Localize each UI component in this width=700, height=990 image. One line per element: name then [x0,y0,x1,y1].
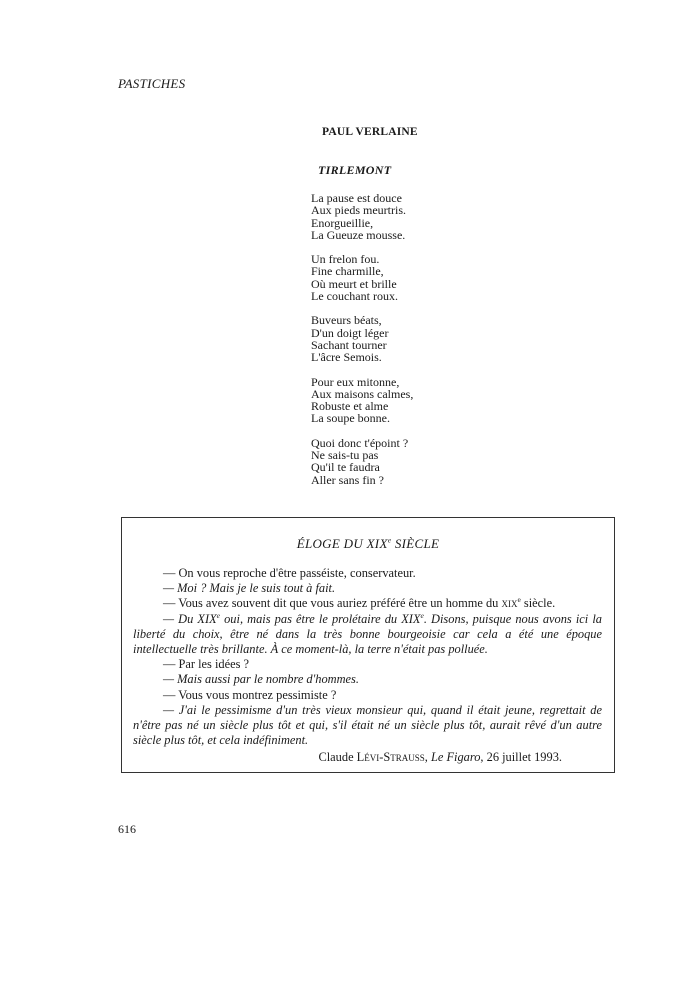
verse-line: Sachant tourner [311,337,387,352]
superscript: e [517,595,521,605]
stanza [311,253,511,302]
citation-date: , 26 juillet 1993. [480,750,562,764]
dialogue-text: — Du XIX [163,611,217,626]
verse-line: Où meurt et brille [311,276,397,291]
dialogue-text: . Disons, puisque nous avons ici la liberté du choix, être né dans la très bonne bourgeoisie car cela a été une époque intellectuelle très brillante. À ce moment-là, la terre n'était pas polluée. [133,611,602,657]
verse-line: Buveurs béats, [311,313,382,328]
verse-line: Robuste et alme [311,399,389,414]
verse-line: Fine charmille, [311,264,384,279]
verse-line: Qu'il te faudra [311,460,380,475]
dialogue-line: — Par les idées ? [163,657,250,672]
verse-line: Un frelon fou. [311,252,380,267]
poem-title: TIRLEMONT [318,163,392,177]
box-title [122,536,614,552]
citation-separator: , [424,750,431,764]
page-number: 616 [118,822,136,836]
stanza [311,314,511,363]
dialogue-line [133,612,602,658]
verse-line: Aux pieds meurtris. [311,203,406,218]
box-title-text: ÉLOGE DU XIX [296,536,388,551]
dialogue [133,566,602,748]
dialogue-line [133,596,602,611]
dialogue-line: — Moi ? Mais je le suis tout à fait. [163,581,336,596]
verse-line: Pour eux mitonne, [311,374,400,389]
verse-line: La pause est douce [311,191,402,205]
box-title-superscript: e [387,535,392,545]
verse-line: Ne sais-tu pas [311,448,379,463]
dialogue-line: — Mais aussi par le nombre d'hommes. [163,672,359,687]
dialogue-line: — J'ai le pessimisme d'un très vieux monsieur qui, quand il était jeune, regrettait de n'être pas né un siècle plus tôt et qui, s'il était né un siècle plus tôt, aurait rêvé d'un autre siècle plus tôt, et cela indéfiniment. [133,702,602,748]
verse-line: D'un doigt léger [311,325,389,340]
citation [318,750,562,765]
box-title-text: SIÈCLE [391,536,440,551]
running-head: PASTICHES [118,76,186,91]
superscript: e [216,610,220,620]
verse-line: Aller sans fin ? [311,472,384,487]
poem-author: PAUL VERLAINE [322,126,418,138]
poem-body [311,192,511,498]
verse-line: L'âcre Semois. [311,350,382,365]
dialogue-text: siècle. [520,596,556,611]
superscript: e [420,610,424,620]
stanza [311,192,511,241]
stanza [311,437,511,486]
stanza [311,376,511,425]
verse-line: Quoi donc t'époint ? [311,435,409,450]
verse-line: Le couchant roux. [311,289,398,304]
dialogue-text: oui, mais pas être le prolétaire du XIX [220,611,421,626]
century-small-caps: xix [501,596,518,611]
quote-box [121,517,615,773]
verse-line: La soupe bonne. [311,411,390,426]
dialogue-line: — On vous reproche d'être passéiste, conservateur. [163,566,416,580]
verse-line: Enorgueillie, [311,215,374,230]
verse-line: La Gueuze mousse. [311,227,406,242]
citation-author-first: Claude [318,750,357,764]
verse-line: Aux maisons calmes, [311,386,414,401]
dialogue-line: — Vous vous montrez pessimiste ? [163,687,337,702]
citation-source: Le Figaro [430,750,481,764]
dialogue-text: — Vous avez souvent dit que vous auriez préféré être un homme du [163,596,502,611]
citation-author-last: Lévi-Strauss [356,750,425,764]
